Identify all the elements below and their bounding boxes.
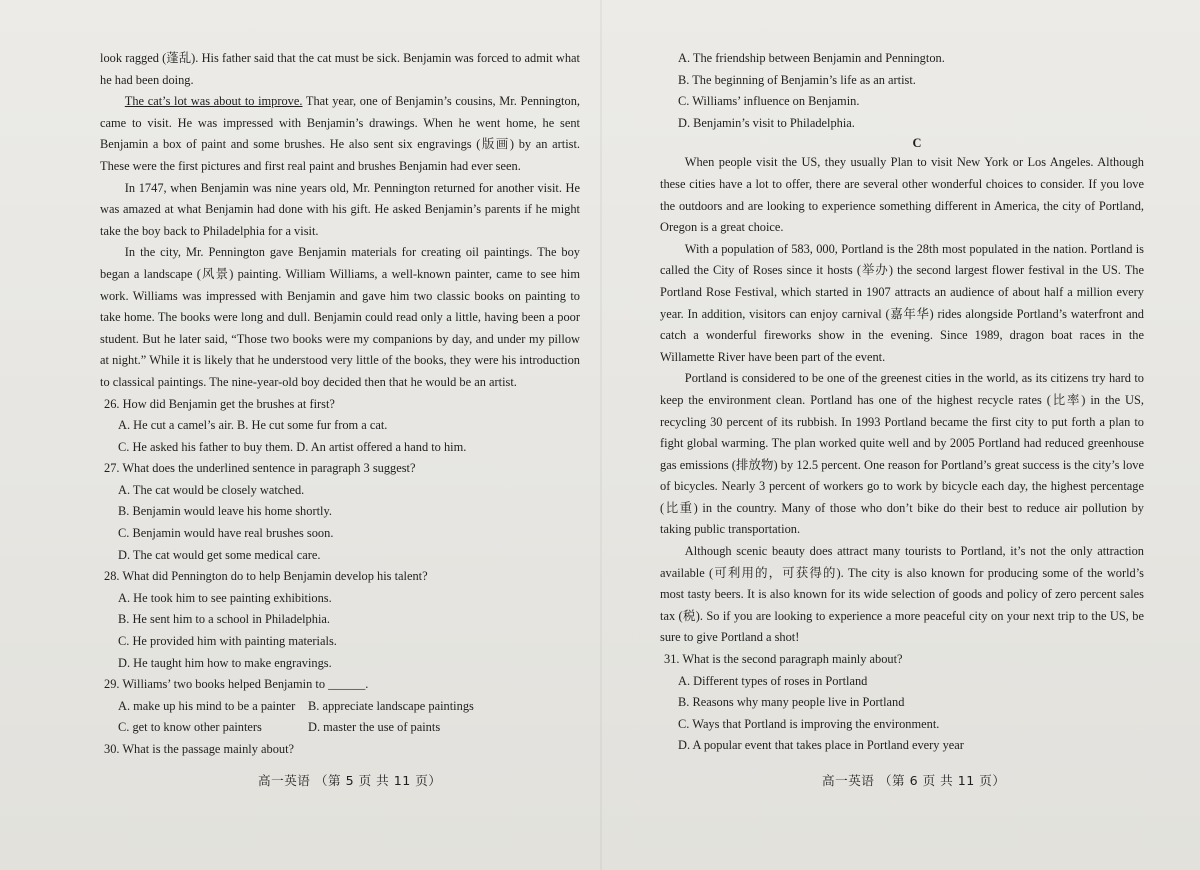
section-heading: C [912,136,922,151]
page-fold [600,0,602,870]
q29-options-ab [118,696,580,718]
q30-option-c: C. Williams’ influence on Benjamin. [678,94,860,109]
paragraph-3 [100,91,580,177]
passage-c-paragraph-4: Although scenic beauty does attract many tourists to Portland, it’s not the only attraction available (可利用的，可获得的). The city is also known for producing some of the world’s most tasty beers. It is also known for its wide selection of goods and policy of zero percent sales tax (税). So if you are looking to experience a more peaceful city on your next trip to the US, be sure to give Portland a shot! [660,544,1144,645]
q27-option-a: A. The cat would be closely watched. [118,482,305,497]
left-page [100,48,580,761]
paragraph-4: In 1747, when Benjamin was nine years old, Mr. Pennington returned for another visit. He was amazed at what Benjamin had done with his gift. He asked Benjamin’s parents if he might take the boy back to Philadelphia for a visit. [100,180,580,238]
q30-option-a: A. The friendship between Benjamin and Pennington. [678,51,945,65]
q31-option-b: B. Reasons why many people live in Portland [678,695,905,710]
q28-option-c: C. He provided him with painting materials. [118,634,337,649]
q31-option-d: D. A popular event that takes place in Portland every year [678,738,964,753]
passage-c-paragraph-3: Portland is considered to be one of the greenest cities in the world, as its citizens try hard to keep the environment clean. Portland has one of the highest recycle rates (比率) in the US, recycling 30 percent of its rubbish. In 1993 Portland became the first city to put forth a plan to fight global warming. The plan worked quite well and by 2005 Portland had reduced greenhouse gas emissions (排放物) by 12.5 percent. One reason for Portland’s great success is the city’s love of bicycles. Nearly 3 percent of workers go to work by bicycle each day, the highest percentage (比重) in the country. Many of those who don’t bike do their best to reduce air pollution by taking public transportation. [660,371,1144,537]
question-30: 30. What is the passage mainly about? [104,742,295,756]
question-31: 31. What is the second paragraph mainly about? [664,652,903,667]
q27-option-b: B. Benjamin would leave his home shortly. [118,504,332,519]
q31-option-a: A. Different types of roses in Portland [678,673,868,688]
q30-option-d: D. Benjamin’s visit to Philadelphia. [678,115,855,130]
right-page-footer: 高一英语 （第 6 页 共 11 页） [822,773,1006,788]
q31-option-c: C. Ways that Portland is improving the environment. [678,716,940,731]
left-page-footer: 高一英语 （第 5 页 共 11 页） [258,773,442,788]
question-26: 26. How did Benjamin get the brushes at first? [104,396,335,411]
passage-c-paragraph-2: With a population of 583, 000, Portland is the 28th most populated in the nation. Portland is called the City of Roses since it hosts (举办) the second largest flower festival in the US. The Portland Rose Festival, which started in 1907 attracts an audience of about half a million every year. In addition, visitors can enjoy carnival (嘉年华) rides alongside Portland’s waterfront and catch a wonderful fireworks show in the evening. Since 1989, dragon boat races in the Willamette River have been part of the event. [660,241,1144,364]
q27-option-c: C. Benjamin would have real brushes soon. [118,526,334,541]
question-28: 28. What did Pennington do to help Benjamin develop his talent? [104,569,428,584]
question-27: 27. What does the underlined sentence in paragraph 3 suggest? [104,461,416,476]
q30-option-b: B. The beginning of Benjamin’s life as an artist. [678,72,916,87]
q29-option-c: C. get to know other painters [118,720,262,735]
q26-options-ab: A. He cut a camel’s air. B. He cut some fur from a cat. [118,418,388,433]
paragraph-5: In the city, Mr. Pennington gave Benjamin materials for creating oil paintings. The boy began a landscape (风景) painting. William Williams, a well-known painter, came to see him work. Williams was impressed with Benjamin and gave him two classic books on painting to take home. The books were long and dull. Benjamin could read only a little, having been a poor student. But he later said, “Those two books were my companions by day, and under my pillow at night.” While it is likely that he understood very little of the books, they were his introduction to classical paintings. The nine-year-old boy decided then that he would be an artist. [100,245,580,389]
q27-option-d: D. The cat would get some medical care. [118,547,321,562]
paragraph-continued: look ragged (蓬乱). His father said that the cat must be sick. Benjamin was forced to admit what he had been doing. [100,51,580,87]
paragraph-3-rest: That year, one of Benjamin’s cousins, Mr. Pennington, came to visit. He was impressed with Benjamin’s drawings. When he went home, he sent Benjamin a box of paint and some brushes. He also sent six engravings (版画) by an artist. These were the first pictures and first real paint and brushes Benjamin had ever seen. [100,94,580,173]
q29-option-b: B. appreciate landscape paintings [308,698,474,713]
q29-options-cd [118,717,580,739]
q28-option-b: B. He sent him to a school in Philadelphia. [118,612,330,627]
right-page [660,48,1144,757]
q29-option-d: D. master the use of paints [308,720,441,735]
q28-option-d: D. He taught him how to make engravings. [118,655,332,670]
passage-c-paragraph-1: When people visit the US, they usually Plan to visit New York or Los Angeles. Although these cities have a lot to offer, there are several other wonderful choices to consider. If you love the outdoors and are looking to experience something different in America, the city of Portland, Oregon is a great choice. [660,155,1144,235]
q29-option-a: A. make up his mind to be a painter [118,698,296,713]
underlined-sentence: The cat’s lot was about to improve. [124,94,303,109]
q26-options-cd: C. He asked his father to buy them. D. An artist offered a hand to him. [118,439,467,454]
q28-option-a: A. He took him to see painting exhibitions. [118,590,332,605]
question-29: 29. Williams’ two books helped Benjamin to ______. [104,677,369,692]
